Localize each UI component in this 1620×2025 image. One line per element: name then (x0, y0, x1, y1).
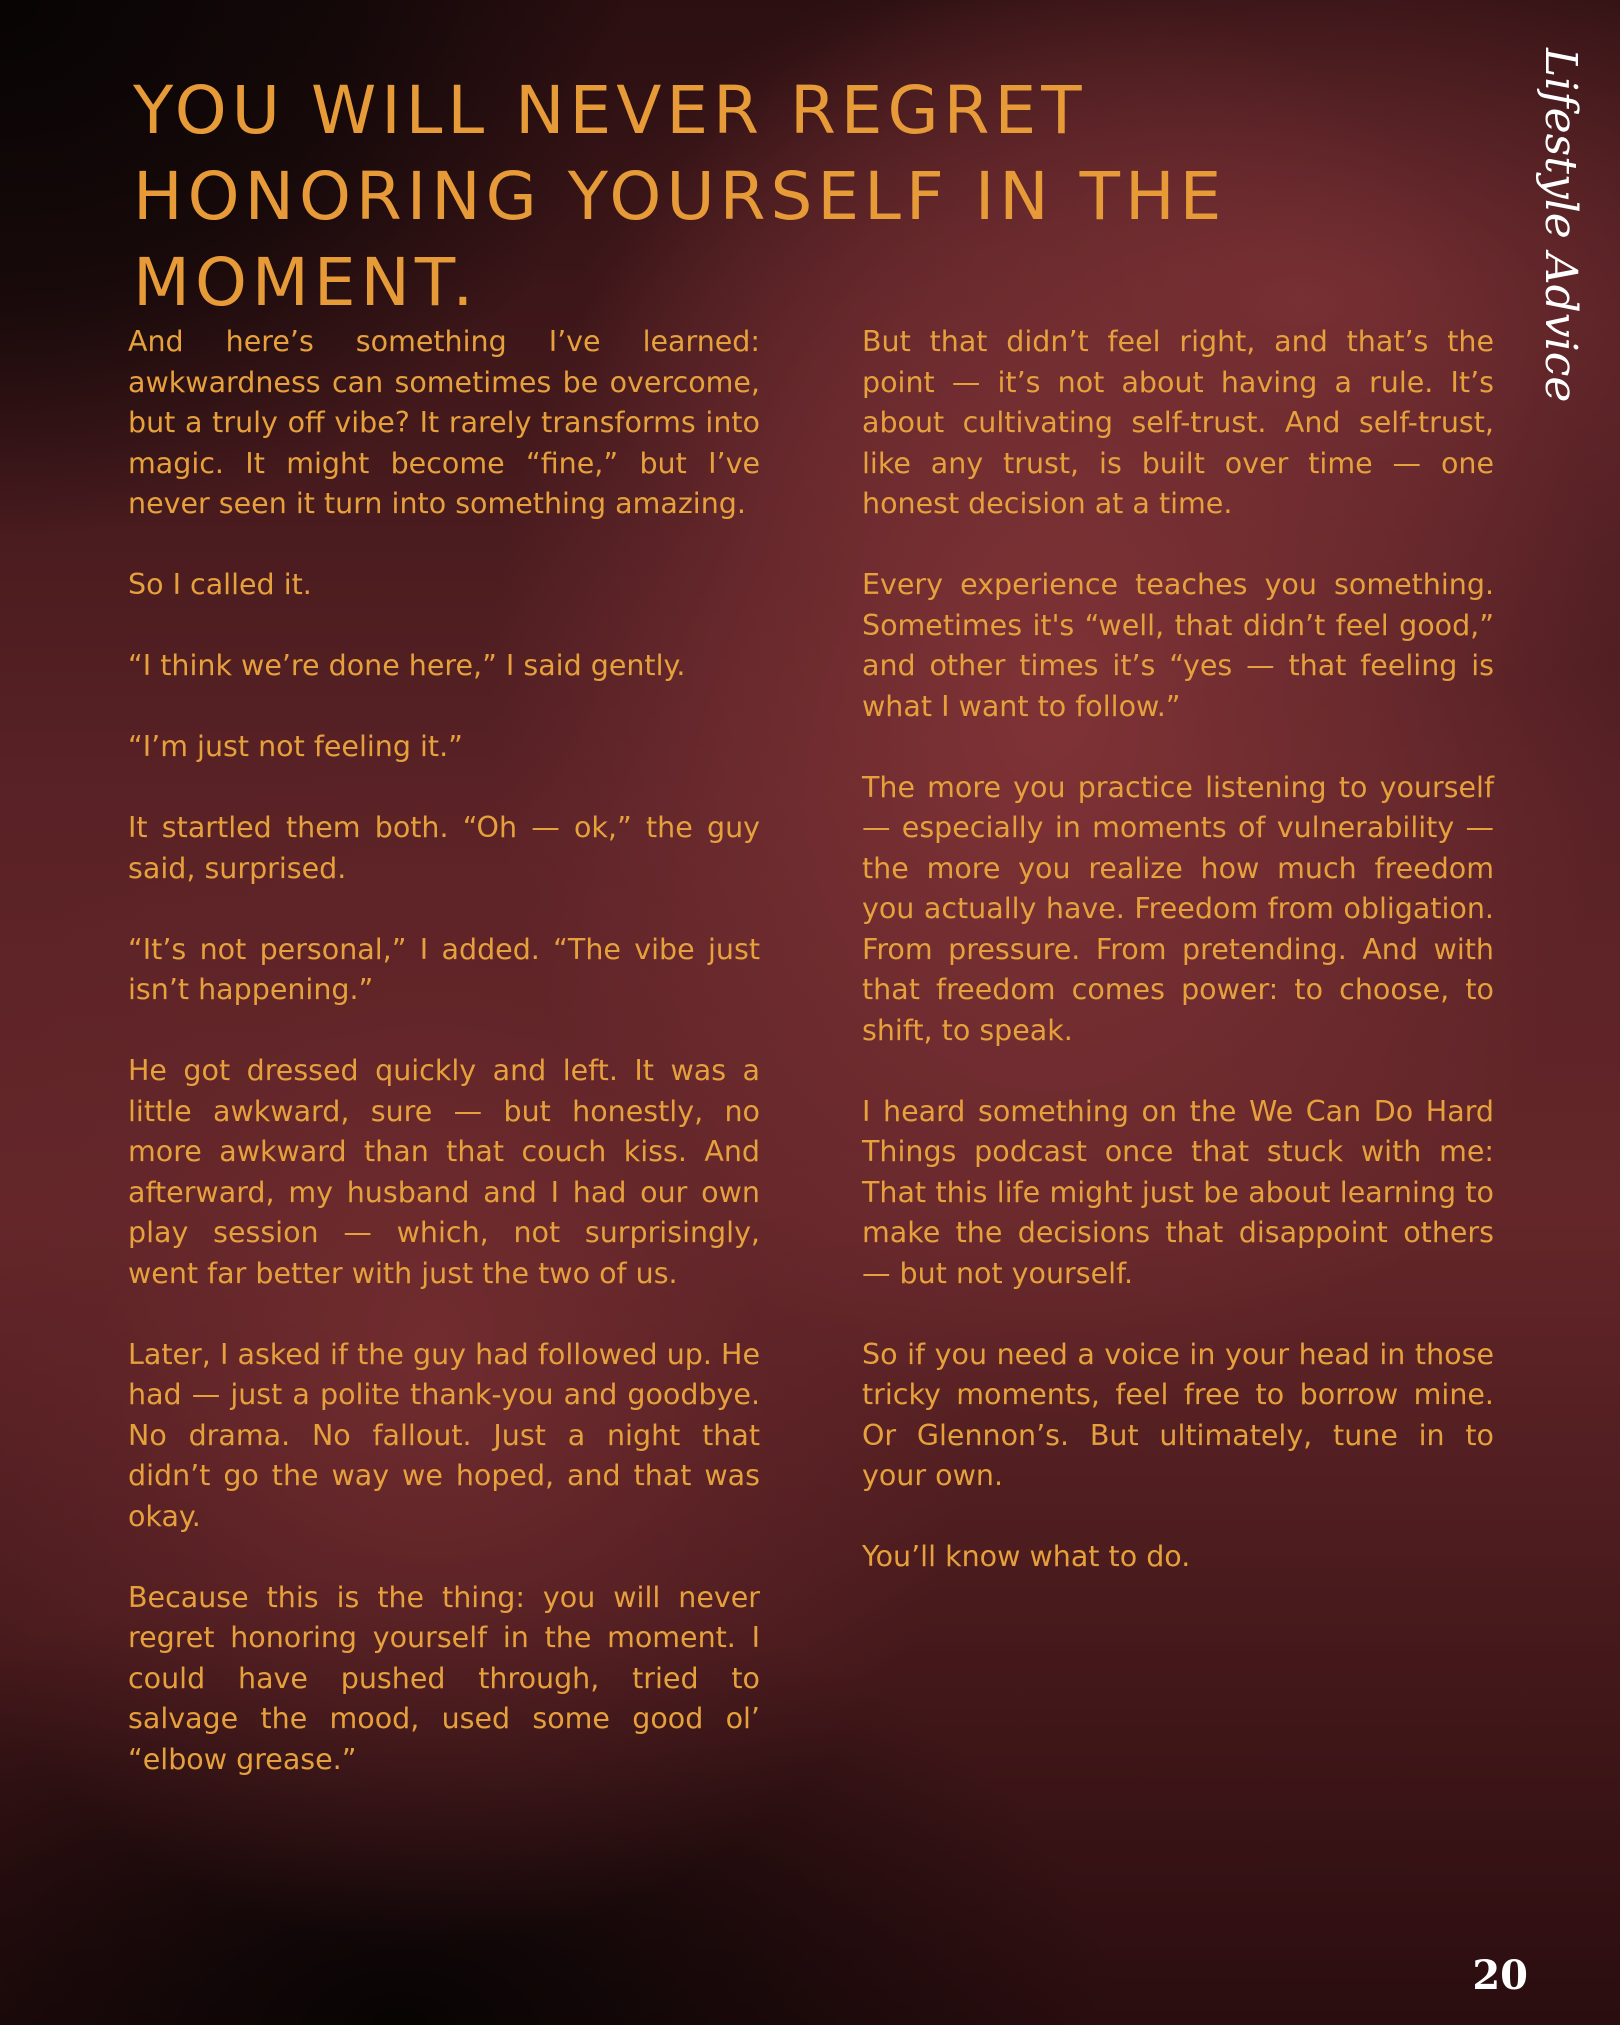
paragraph: He got dressed quickly and left. It was a little awkward, sure — but honestly, no more awkward than that couch kiss. And afterward, my husband and I had our own play session — which, not surprisingly, went far better with just the two of us. (128, 1054, 760, 1290)
paragraph: It startled them both. “Oh — ok,” the guy said, surprised. (128, 811, 760, 885)
paragraph: But that didn’t feel right, and that’s the point — it’s not about having a rule. It’s about cultivating self-trust. And self-trust, like any trust, is built over time — one honest decision at a time. (862, 325, 1494, 520)
paragraph: I heard something on the We Can Do Hard Things podcast once that stuck with me: That this life might just be about learning to make the decisions that disappoint others — but not yourself. (862, 1094, 1494, 1290)
paragraph: Every experience teaches you something. Sometimes it's “well, that didn’t feel good,” and other times it’s “yes — that feeling is what I want to follow.” (862, 568, 1494, 723)
paragraph: Later, I asked if the guy had followed up. He had — just a polite thank-you and goodbye. No drama. No fallout. Just a night that didn’t go the way we hoped, and that was okay. (128, 1337, 760, 1533)
article-headline: YOU WILL NEVER REGRET HONORING YOURSELF IN THE MOMENT. (133, 72, 1227, 321)
paragraph: And here’s something I’ve learned: awkwardness can sometimes be overcome, but a truly off vibe? It rarely transforms into magic. It might become “fine,” but I’ve never seen it turn into something amazing. (128, 325, 760, 520)
section-label: Lifestyle Advice (1535, 48, 1586, 403)
paragraph: Because this is the thing: you will never regret honoring yourself in the moment. I could have pushed through, tried to salvage the mood, used some good ol’ “elbow grease.” (128, 1580, 760, 1776)
paragraph: “It’s not personal,” I added. “The vibe just isn’t happening.” (128, 932, 760, 1006)
page-number: 20 (1472, 1952, 1528, 1999)
paragraph: “I think we’re done here,” I said gently. (128, 649, 686, 682)
article-column-left (128, 322, 760, 1821)
paragraph: So if you need a voice in your head in those tricky moments, feel free to borrow mine. Or Glennon’s. But ultimately, tune in to your own. (862, 1337, 1494, 1492)
paragraph: So I called it. (128, 568, 312, 601)
paragraph: “I’m just not feeling it.” (128, 730, 463, 763)
article-column-right (862, 322, 1494, 1618)
paragraph: The more you practice listening to yourself — especially in moments of vulnerability — the more you realize how much freedom you actually have. Freedom from obligation. From pressure. From pretending. And with that freedom comes power: to choose, to shift, to speak. (862, 770, 1494, 1047)
paragraph: You’ll know what to do. (862, 1540, 1191, 1573)
